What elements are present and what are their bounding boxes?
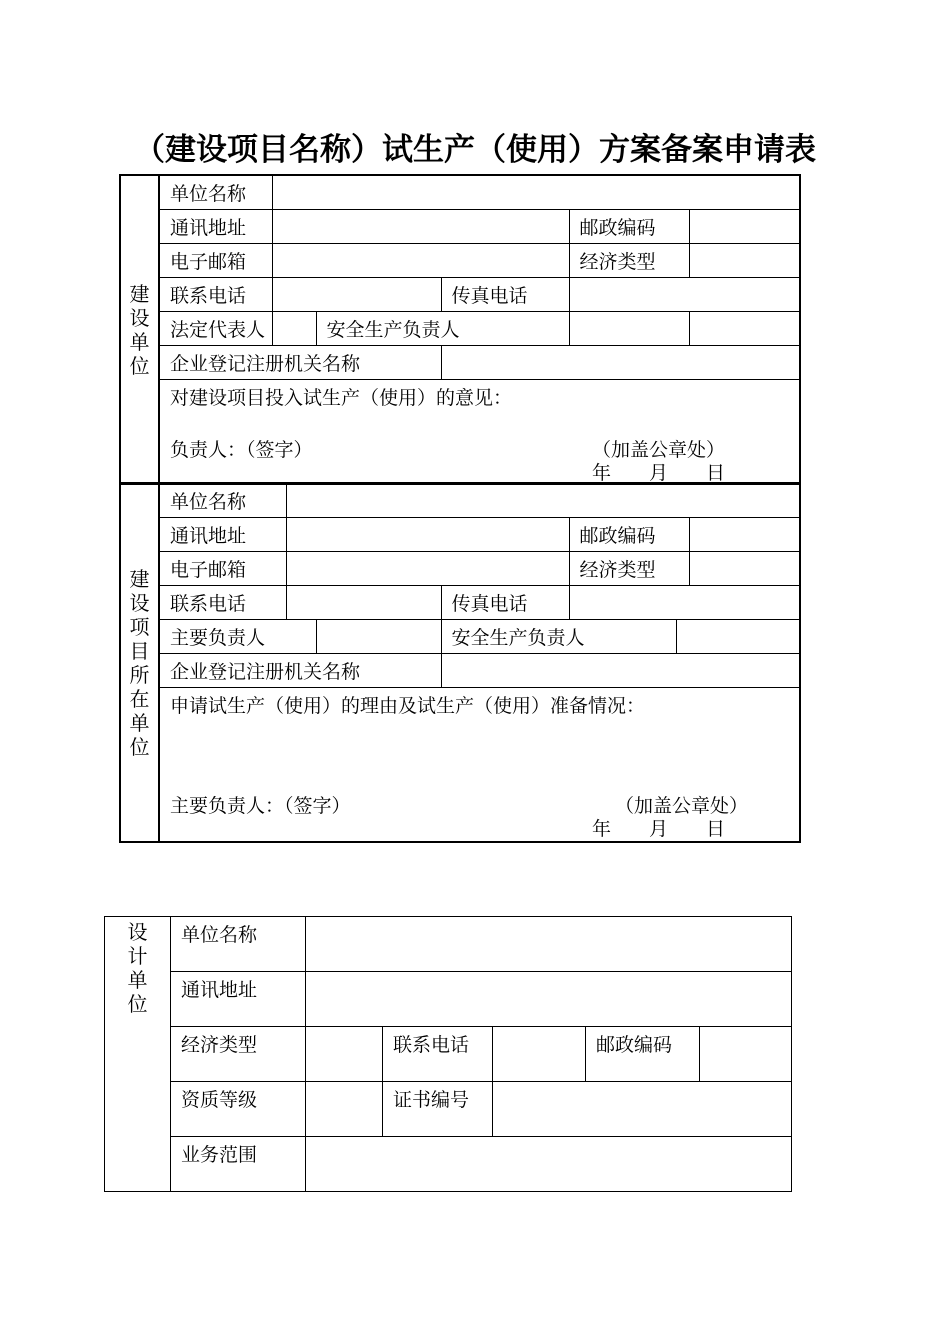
- unit-name-field[interactable]: [286, 483, 800, 518]
- email-label: 电子邮箱: [159, 552, 286, 586]
- phone-label: 联系电话: [159, 278, 272, 312]
- signer-label: 主要负责人：（签字）: [170, 795, 351, 817]
- unit-name-label: 单位名称: [171, 917, 306, 972]
- reason-label: 申请试生产（使用）的理由及试生产（使用）准备情况：: [170, 695, 646, 717]
- phone-label: 联系电话: [383, 1027, 493, 1082]
- phone-field[interactable]: [272, 278, 441, 312]
- fax-field[interactable]: [569, 586, 800, 620]
- qualification-label: 资质等级: [171, 1082, 306, 1137]
- reg-authority-field[interactable]: [441, 654, 800, 688]
- reg-authority-field[interactable]: [441, 346, 800, 380]
- econ-type-field[interactable]: [689, 244, 800, 278]
- construction-unit-table: [119, 174, 801, 485]
- postcode-label: 邮政编码: [586, 1027, 700, 1082]
- qualification-field[interactable]: [306, 1082, 383, 1137]
- fax-field[interactable]: [569, 278, 800, 312]
- address-label: 通讯地址: [159, 210, 272, 244]
- postcode-label: 邮政编码: [569, 518, 689, 552]
- phone-field[interactable]: [286, 586, 441, 620]
- econ-type-label: 经济类型: [569, 244, 689, 278]
- unit-name-field[interactable]: [306, 917, 792, 972]
- postcode-field[interactable]: [689, 210, 800, 244]
- fax-label: 传真电话: [441, 586, 569, 620]
- address-label: 通讯地址: [159, 518, 286, 552]
- main-person-label: 主要负责人: [159, 620, 316, 654]
- reason-area[interactable]: [159, 688, 800, 843]
- signer-label: 负责人：（签字）: [170, 439, 313, 461]
- design-unit-table: [104, 916, 792, 1192]
- page-title: （建设项目名称）试生产（使用）方案备案申请表: [134, 132, 816, 168]
- unit-name-label: 单位名称: [159, 175, 272, 210]
- section-label: 建设单位: [120, 175, 159, 484]
- main-person-field[interactable]: [316, 620, 441, 654]
- safety-person-field[interactable]: [569, 312, 689, 346]
- address-field[interactable]: [272, 210, 569, 244]
- unit-name-field[interactable]: [272, 175, 800, 210]
- date-label: 年 月 日: [592, 462, 726, 484]
- date-label: 年 月 日: [592, 818, 726, 840]
- project-unit-table: [119, 482, 801, 843]
- address-label: 通讯地址: [171, 972, 306, 1027]
- phone-label: 联系电话: [159, 586, 286, 620]
- econ-type-field[interactable]: [689, 552, 800, 586]
- email-label: 电子邮箱: [159, 244, 272, 278]
- opinion-area[interactable]: [159, 380, 800, 485]
- address-field[interactable]: [306, 972, 792, 1027]
- postcode-label: 邮政编码: [569, 210, 689, 244]
- legal-rep-label: 法定代表人: [159, 312, 272, 346]
- safety-person-field-extra[interactable]: [689, 312, 800, 346]
- cert-no-field[interactable]: [493, 1082, 792, 1137]
- postcode-field[interactable]: [700, 1027, 792, 1082]
- fax-label: 传真电话: [441, 278, 569, 312]
- email-field[interactable]: [272, 244, 569, 278]
- unit-name-label: 单位名称: [159, 483, 286, 518]
- business-scope-label: 业务范围: [171, 1137, 306, 1192]
- email-field[interactable]: [286, 552, 569, 586]
- legal-rep-field[interactable]: [272, 312, 316, 346]
- address-field[interactable]: [286, 518, 569, 552]
- phone-field[interactable]: [493, 1027, 586, 1082]
- reg-authority-label: 企业登记注册机关名称: [159, 654, 441, 688]
- safety-person-label: 安全生产负责人: [316, 312, 569, 346]
- econ-type-field[interactable]: [306, 1027, 383, 1082]
- cert-no-label: 证书编号: [383, 1082, 493, 1137]
- safety-person-label: 安全生产负责人: [441, 620, 676, 654]
- postcode-field[interactable]: [689, 518, 800, 552]
- safety-person-field[interactable]: [676, 620, 800, 654]
- business-scope-field[interactable]: [306, 1137, 792, 1192]
- section-label: 建设项目所在单位: [120, 483, 159, 842]
- reg-authority-label: 企业登记注册机关名称: [159, 346, 441, 380]
- opinion-label: 对建设项目投入试生产（使用）的意见：: [170, 387, 513, 409]
- seal-label: （加盖公章处）: [592, 439, 726, 461]
- econ-type-label: 经济类型: [171, 1027, 306, 1082]
- econ-type-label: 经济类型: [569, 552, 689, 586]
- seal-label: （加盖公章处）: [615, 795, 749, 817]
- section-label: 设计单位: [105, 917, 171, 1192]
